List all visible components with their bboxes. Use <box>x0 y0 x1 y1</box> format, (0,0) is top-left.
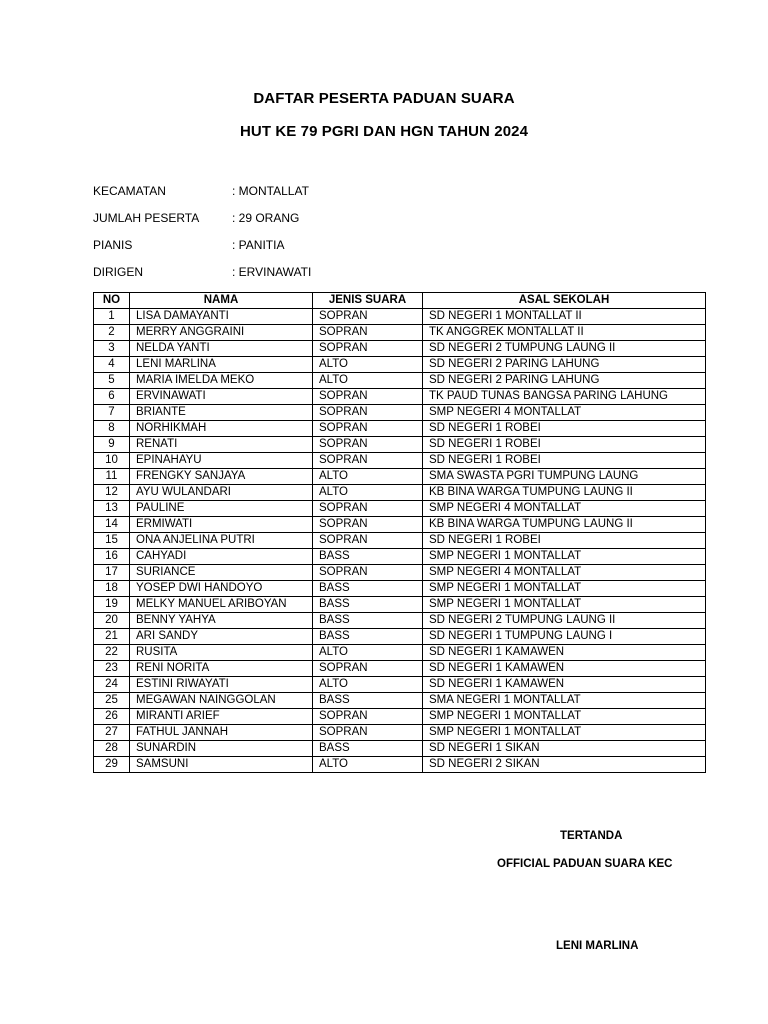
cell-nama: MIRANTI ARIEF <box>130 709 313 725</box>
cell-no: 15 <box>94 533 130 549</box>
cell-asal-sekolah: SMP NEGERI 4 MONTALLAT <box>423 565 706 581</box>
cell-jenis-suara: SOPRAN <box>313 389 423 405</box>
cell-asal-sekolah: SD NEGERI 2 TUMPUNG LAUNG II <box>423 613 706 629</box>
document-title: DAFTAR PESERTA PADUAN SUARA <box>253 90 515 107</box>
cell-no: 27 <box>94 725 130 741</box>
cell-jenis-suara: SOPRAN <box>313 453 423 469</box>
cell-jenis-suara: BASS <box>313 629 423 645</box>
table-row <box>94 373 706 389</box>
cell-jenis-suara: ALTO <box>313 757 423 773</box>
cell-nama: ERVINAWATI <box>130 389 313 405</box>
table-row <box>94 629 706 645</box>
table-row <box>94 437 706 453</box>
cell-no: 22 <box>94 645 130 661</box>
cell-jenis-suara: BASS <box>313 613 423 629</box>
cell-asal-sekolah: SD NEGERI 2 PARING LAHUNG <box>423 373 706 389</box>
table-row <box>94 741 706 757</box>
cell-nama: ONA ANJELINA PUTRI <box>130 533 313 549</box>
info-row-jumlah-peserta <box>93 211 299 225</box>
cell-asal-sekolah: SMP NEGERI 1 MONTALLAT <box>423 597 706 613</box>
cell-nama: MEGAWAN NAINGGOLAN <box>130 693 313 709</box>
info-label: PIANIS <box>93 238 133 252</box>
cell-nama: MELKY MANUEL ARIBOYAN <box>130 597 313 613</box>
cell-asal-sekolah: SD NEGERI 1 ROBEI <box>423 421 706 437</box>
table-row <box>94 565 706 581</box>
cell-jenis-suara: BASS <box>313 741 423 757</box>
cell-jenis-suara: SOPRAN <box>313 501 423 517</box>
cell-nama: SURIANCE <box>130 565 313 581</box>
header-no: NO <box>94 293 130 309</box>
table-row <box>94 485 706 501</box>
cell-asal-sekolah: SD NEGERI 2 PARING LAHUNG <box>423 357 706 373</box>
header-nama: NAMA <box>130 293 313 309</box>
cell-jenis-suara: SOPRAN <box>313 565 423 581</box>
cell-no: 18 <box>94 581 130 597</box>
cell-jenis-suara: SOPRAN <box>313 517 423 533</box>
cell-nama: PAULINE <box>130 501 313 517</box>
cell-asal-sekolah: SD NEGERI 1 TUMPUNG LAUNG I <box>423 629 706 645</box>
cell-no: 21 <box>94 629 130 645</box>
table-row <box>94 517 706 533</box>
info-row-dirigen <box>93 265 311 279</box>
info-label: JUMLAH PESERTA <box>93 211 200 225</box>
cell-jenis-suara: ALTO <box>313 357 423 373</box>
cell-nama: CAHYADI <box>130 549 313 565</box>
cell-asal-sekolah: SD NEGERI 1 MONTALLAT II <box>423 309 706 325</box>
cell-nama: RENI NORITA <box>130 661 313 677</box>
cell-asal-sekolah: SD NEGERI 2 SIKAN <box>423 757 706 773</box>
cell-no: 17 <box>94 565 130 581</box>
cell-no: 1 <box>94 309 130 325</box>
table-row <box>94 389 706 405</box>
cell-asal-sekolah: SMA SWASTA PGRI TUMPUNG LAUNG <box>423 469 706 485</box>
cell-nama: SUNARDIN <box>130 741 313 757</box>
cell-jenis-suara: ALTO <box>313 373 423 389</box>
cell-jenis-suara: SOPRAN <box>313 325 423 341</box>
table-row <box>94 597 706 613</box>
cell-no: 12 <box>94 485 130 501</box>
cell-no: 6 <box>94 389 130 405</box>
table-body <box>94 309 706 773</box>
table-row <box>94 549 706 565</box>
cell-asal-sekolah: SMP NEGERI 1 MONTALLAT <box>423 549 706 565</box>
cell-no: 7 <box>94 405 130 421</box>
cell-no: 13 <box>94 501 130 517</box>
cell-no: 14 <box>94 517 130 533</box>
cell-nama: ARI SANDY <box>130 629 313 645</box>
info-value: : PANITIA <box>232 238 285 252</box>
cell-nama: AYU WULANDARI <box>130 485 313 501</box>
cell-jenis-suara: ALTO <box>313 645 423 661</box>
cell-no: 4 <box>94 357 130 373</box>
table-row <box>94 405 706 421</box>
table-row <box>94 757 706 773</box>
table-row <box>94 725 706 741</box>
table-row <box>94 421 706 437</box>
info-row-kecamatan <box>93 184 309 198</box>
cell-jenis-suara: ALTO <box>313 469 423 485</box>
cell-asal-sekolah: SMP NEGERI 4 MONTALLAT <box>423 501 706 517</box>
cell-no: 11 <box>94 469 130 485</box>
cell-asal-sekolah: SMP NEGERI 1 MONTALLAT <box>423 725 706 741</box>
cell-nama: MERRY ANGGRAINI <box>130 325 313 341</box>
cell-jenis-suara: BASS <box>313 549 423 565</box>
cell-no: 16 <box>94 549 130 565</box>
cell-nama: BRIANTE <box>130 405 313 421</box>
cell-nama: RENATI <box>130 437 313 453</box>
cell-asal-sekolah: TK PAUD TUNAS BANGSA PARING LAHUNG <box>423 389 706 405</box>
cell-no: 9 <box>94 437 130 453</box>
cell-nama: MARIA IMELDA MEKO <box>130 373 313 389</box>
cell-no: 10 <box>94 453 130 469</box>
info-label: KECAMATAN <box>93 184 166 198</box>
cell-no: 29 <box>94 757 130 773</box>
cell-jenis-suara: SOPRAN <box>313 709 423 725</box>
cell-asal-sekolah: SD NEGERI 1 SIKAN <box>423 741 706 757</box>
table-row <box>94 661 706 677</box>
cell-jenis-suara: SOPRAN <box>313 421 423 437</box>
cell-asal-sekolah: SD NEGERI 2 TUMPUNG LAUNG II <box>423 341 706 357</box>
cell-asal-sekolah: SD NEGERI 1 KAMAWEN <box>423 645 706 661</box>
info-value: : ERVINAWATI <box>232 265 312 279</box>
table-row <box>94 709 706 725</box>
table-row <box>94 581 706 597</box>
cell-asal-sekolah: SD NEGERI 1 ROBEI <box>423 533 706 549</box>
table-row <box>94 357 706 373</box>
table-row <box>94 613 706 629</box>
table-row <box>94 325 706 341</box>
cell-jenis-suara: ALTO <box>313 677 423 693</box>
cell-no: 25 <box>94 693 130 709</box>
cell-jenis-suara: SOPRAN <box>313 437 423 453</box>
table-row <box>94 469 706 485</box>
cell-nama: NORHIKMAH <box>130 421 313 437</box>
cell-nama: NELDA YANTI <box>130 341 313 357</box>
cell-no: 28 <box>94 741 130 757</box>
cell-nama: ESTINI RIWAYATI <box>130 677 313 693</box>
cell-jenis-suara: SOPRAN <box>313 341 423 357</box>
cell-nama: ERMIWATI <box>130 517 313 533</box>
cell-no: 20 <box>94 613 130 629</box>
participants-table <box>93 292 706 773</box>
cell-jenis-suara: BASS <box>313 597 423 613</box>
cell-jenis-suara: BASS <box>313 693 423 709</box>
cell-nama: BENNY YAHYA <box>130 613 313 629</box>
info-value: : MONTALLAT <box>232 184 309 198</box>
signature-label: TERTANDA <box>560 830 623 842</box>
cell-no: 23 <box>94 661 130 677</box>
cell-asal-sekolah: KB BINA WARGA TUMPUNG LAUNG II <box>423 517 706 533</box>
cell-jenis-suara: SOPRAN <box>313 309 423 325</box>
cell-asal-sekolah: SMP NEGERI 4 MONTALLAT <box>423 405 706 421</box>
cell-no: 19 <box>94 597 130 613</box>
cell-jenis-suara: SOPRAN <box>313 661 423 677</box>
cell-asal-sekolah: SD NEGERI 1 ROBEI <box>423 437 706 453</box>
cell-no: 5 <box>94 373 130 389</box>
table-row <box>94 645 706 661</box>
cell-no: 8 <box>94 421 130 437</box>
header-asal-sekolah: ASAL SEKOLAH <box>423 293 706 309</box>
table-row <box>94 453 706 469</box>
cell-nama: LISA DAMAYANTI <box>130 309 313 325</box>
info-value: : 29 ORANG <box>232 211 300 225</box>
cell-asal-sekolah: SMA NEGERI 1 MONTALLAT <box>423 693 706 709</box>
table-row <box>94 693 706 709</box>
cell-nama: EPINAHAYU <box>130 453 313 469</box>
signature-name: LENI MARLINA <box>556 940 639 952</box>
cell-jenis-suara: SOPRAN <box>313 533 423 549</box>
cell-nama: YOSEP DWI HANDOYO <box>130 581 313 597</box>
cell-jenis-suara: SOPRAN <box>313 725 423 741</box>
cell-nama: FATHUL JANNAH <box>130 725 313 741</box>
table-row <box>94 677 706 693</box>
header-jenis-suara: JENIS SUARA <box>313 293 423 309</box>
cell-nama: FRENGKY SANJAYA <box>130 469 313 485</box>
cell-no: 2 <box>94 325 130 341</box>
cell-nama: LENI MARLINA <box>130 357 313 373</box>
table-row <box>94 501 706 517</box>
table-row <box>94 309 706 325</box>
table-row <box>94 341 706 357</box>
cell-asal-sekolah: SMP NEGERI 1 MONTALLAT <box>423 709 706 725</box>
info-label: DIRIGEN <box>93 265 144 279</box>
cell-asal-sekolah: TK ANGGREK MONTALLAT II <box>423 325 706 341</box>
cell-no: 24 <box>94 677 130 693</box>
table-header-row <box>94 293 706 309</box>
cell-asal-sekolah: SD NEGERI 1 KAMAWEN <box>423 677 706 693</box>
cell-jenis-suara: ALTO <box>313 485 423 501</box>
cell-no: 26 <box>94 709 130 725</box>
signature-role: OFFICIAL PADUAN SUARA KEC <box>497 858 673 870</box>
cell-asal-sekolah: SD NEGERI 1 ROBEI <box>423 453 706 469</box>
document-subtitle: HUT KE 79 PGRI DAN HGN TAHUN 2024 <box>239 123 529 140</box>
cell-asal-sekolah: SMP NEGERI 1 MONTALLAT <box>423 581 706 597</box>
info-row-pianis <box>93 238 284 252</box>
cell-jenis-suara: BASS <box>313 581 423 597</box>
table-row <box>94 533 706 549</box>
cell-asal-sekolah: KB BINA WARGA TUMPUNG LAUNG II <box>423 485 706 501</box>
cell-no: 3 <box>94 341 130 357</box>
cell-jenis-suara: SOPRAN <box>313 405 423 421</box>
cell-asal-sekolah: SD NEGERI 1 KAMAWEN <box>423 661 706 677</box>
cell-nama: RUSITA <box>130 645 313 661</box>
cell-nama: SAMSUNI <box>130 757 313 773</box>
